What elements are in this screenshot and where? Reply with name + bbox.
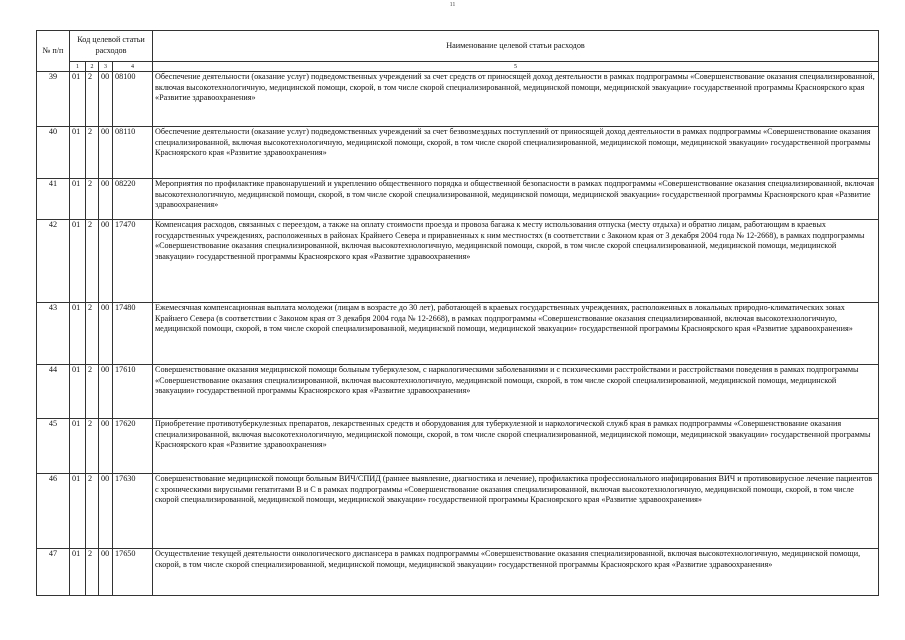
target-name: Ежемесячная компенсационная выплата молодежи (лицам в возрасте до 30 лет), работающей в краевых государственных учреждениях, расположенных в локальных природно-климатических зонах Крайнего Севера (в соответствии с Законом края от 3 декабря 2004 года № 12-2668), в рамках подпрограммы «Совершенствование оказания специализированной, включая высокотехнологичную, медицинской помощи, скорой, в том числе скорой специализированной, медицинской помощи, медицинской эвакуации» государственной программы Красноярского края «Развитие здравоохранения» — [153, 303, 879, 365]
target-name: Компенсация расходов, связанных с переездом, а также на оплату стоимости проезда и провоза багажа к месту использования отпуска (месту отдыха) и обратно лицам, работающим в краевых государственных учреждениях, расположенных в районах Крайнего Севера и приравненных к ним местностях (в соответствии с Законом края от 3 декабря 2004 года № 12-2668), в рамках подпрограммы «Совершенствование оказания специализированной, включая высокотехнологичную, медицинской помощи, скорой, в том числе скорой специализированной, медицинской помощи, медицинской эвакуации» государственной программы Красноярского края «Развитие здравоохранения» — [153, 220, 879, 303]
code-part-1: 01 — [70, 419, 86, 474]
code-part-4: 17470 — [113, 220, 153, 303]
code-part-3: 00 — [99, 365, 113, 419]
row-number: 39 — [37, 72, 70, 127]
row-number: 47 — [37, 549, 70, 596]
code-part-2: 2 — [86, 549, 99, 596]
code-part-4: 17650 — [113, 549, 153, 596]
target-name: Обеспечение деятельности (оказание услуг) подведомственных учреждений за счет безвозмездных поступлений от приносящей доход деятельности в рамках подпрограммы «Совершенствование оказания специализированной, включая высокотехнологичную, медицинской помощи, скорой, в том числе скорой специализированной, медицинской помощи, медицинской эвакуации» государственной программы Красноярского края «Развитие здравоохранения» — [153, 127, 879, 179]
code-part-3: 00 — [99, 72, 113, 127]
table-row — [37, 365, 879, 419]
target-name: Совершенствование оказания медицинской помощи больным туберкулезом, с наркологическими заболеваниями и с психическими расстройствами и расстройствами поведения в рамках подпрограммы «Совершенствование оказания специализированной, включая высокотехнологичную, медицинской помощи, скорой, в том числе скорой специализированной, медицинской помощи, медицинской эвакуации» государственной программы Красноярского края «Развитие здравоохранения» — [153, 365, 879, 419]
code-part-3: 00 — [99, 127, 113, 179]
code-part-1: 01 — [70, 220, 86, 303]
table-row — [37, 474, 879, 549]
table-row — [37, 549, 879, 596]
code-part-3: 00 — [99, 419, 113, 474]
code-part-4: 17630 — [113, 474, 153, 549]
row-number: 44 — [37, 365, 70, 419]
code-part-3: 00 — [99, 220, 113, 303]
table-row — [37, 303, 879, 365]
code-part-4: 17620 — [113, 419, 153, 474]
target-name: Осуществление текущей деятельности онкологического диспансера в рамках подпрограммы «Совершенствование оказания специализированной, включая высокотехнологичную, медицинской помощи, скорой, в том числе скорой специализированной, медицинской помощи, медицинской эвакуации» государственной программы Красноярского края «Развитие здравоохранения» — [153, 549, 879, 596]
row-number: 40 — [37, 127, 70, 179]
table-body — [37, 72, 879, 596]
code-part-2: 2 — [86, 220, 99, 303]
subheader-col-1: 1 — [70, 62, 86, 72]
code-part-3: 00 — [99, 549, 113, 596]
code-part-1: 01 — [70, 365, 86, 419]
code-part-3: 00 — [99, 303, 113, 365]
header-subrow — [37, 62, 879, 72]
code-part-2: 2 — [86, 127, 99, 179]
code-part-1: 01 — [70, 474, 86, 549]
row-number: 41 — [37, 179, 70, 220]
target-name: Обеспечение деятельности (оказание услуг) подведомственных учреждений за счет средств от приносящей доход деятельности в рамках подпрограммы «Совершенствование оказания специализированной, включая высокотехнологичную, медицинской помощи, скорой, в том числе скорой специализированной, медицинской помощи, медицинской эвакуации» государственной программы Красноярского края «Развитие здравоохранения» — [153, 72, 879, 127]
code-part-2: 2 — [86, 365, 99, 419]
subheader-col-2: 2 — [86, 62, 99, 72]
header-target-code: Код целевой статьи расходов — [70, 31, 153, 62]
row-number: 46 — [37, 474, 70, 549]
code-part-3: 00 — [99, 179, 113, 220]
table-row — [37, 419, 879, 474]
code-part-1: 01 — [70, 127, 86, 179]
table-header — [37, 31, 879, 72]
row-number: 42 — [37, 220, 70, 303]
code-part-4: 17480 — [113, 303, 153, 365]
code-part-2: 2 — [86, 303, 99, 365]
code-part-2: 2 — [86, 179, 99, 220]
target-name: Приобретение противотуберкулезных препаратов, лекарственных средств и оборудования для туберкулезной и наркологической служб края в рамках подпрограммы «Совершенствование оказания специализированной, включая высокотехнологичную, медицинской помощи, скорой, в том числе скорой специализированной, медицинской помощи, медицинской эвакуации» государственной программы Красноярского края «Развитие здравоохранения» — [153, 419, 879, 474]
target-name: Совершенствование медицинской помощи больным ВИЧ/СПИД (раннее выявление, диагностика и лечение), профилактика профессионального инфицирования ВИЧ и противовирусное лечение пациентов с хроническими вирусными гепатитами В и С в рамках подпрограммы «Совершенствование оказания специализированной, включая высокотехнологичную, медицинской помощи, скорой, в том числе скорой специализированной, медицинской помощи, медицинской эвакуации» государственной программы Красноярского края «Развитие здравоохранения» — [153, 474, 879, 549]
header-row — [37, 31, 879, 62]
code-part-1: 01 — [70, 72, 86, 127]
code-part-4: 08220 — [113, 179, 153, 220]
code-part-1: 01 — [70, 549, 86, 596]
subheader-col-4: 4 — [113, 62, 153, 72]
page-number: 11 — [449, 2, 456, 8]
table-row — [37, 220, 879, 303]
table-row — [37, 179, 879, 220]
code-part-4: 17610 — [113, 365, 153, 419]
target-name: Мероприятия по профилактике правонарушений и укреплению общественного порядка и общественной безопасности в рамках подпрограммы «Совершенствование оказания специализированной, включая высокотехнологичную, медицинской помощи, скорой, в том числе скорой специализированной, медицинской помощи, медицинской эвакуации» государственной программы Красноярского края «Развитие здравоохранения» — [153, 179, 879, 220]
header-target-name: Наименование целевой статьи расходов — [153, 31, 879, 62]
budget-items-table — [36, 30, 879, 596]
code-part-2: 2 — [86, 419, 99, 474]
code-part-2: 2 — [86, 72, 99, 127]
code-part-1: 01 — [70, 179, 86, 220]
table-row — [37, 127, 879, 179]
subheader-col-3: 3 — [99, 62, 113, 72]
table-row — [37, 72, 879, 127]
code-part-1: 01 — [70, 303, 86, 365]
code-part-3: 00 — [99, 474, 113, 549]
row-number: 43 — [37, 303, 70, 365]
code-part-2: 2 — [86, 474, 99, 549]
row-number: 45 — [37, 419, 70, 474]
subheader-col-5: 5 — [153, 62, 879, 72]
code-part-4: 08100 — [113, 72, 153, 127]
header-row-number: № п/п — [37, 31, 70, 72]
code-part-4: 08110 — [113, 127, 153, 179]
